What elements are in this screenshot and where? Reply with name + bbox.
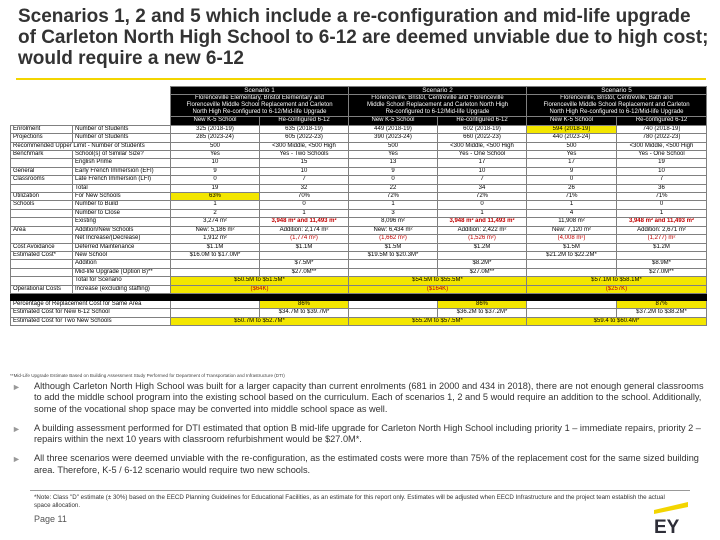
table-row [11,184,707,192]
table-cell: 10 [617,167,707,175]
table-cell: 26 [527,184,617,192]
table-cell: 0 [438,201,527,209]
table-cell: 325 (2018-19) [171,125,260,133]
description-line: Florenceville, Bristol, Centreville and Florenceville [371,95,504,102]
table-row [11,134,707,142]
triangle-right-icon: ► [12,454,21,465]
table-cell: 0 [349,176,438,184]
table-row [11,226,707,234]
table-cell: (1,774 m²) [260,235,349,243]
table-row [11,235,707,243]
table-cell: 3,948 m² and 11,493 m² [617,218,707,226]
table-row [11,260,707,268]
column-header: New K-5 School [171,117,260,125]
table-cell: $27.0M** [260,268,349,276]
table-cell: 34 [438,184,527,192]
table-cell: (4,008 m²) [527,235,617,243]
table-cell: 635 (2018-19) [260,125,349,133]
table-cell: 660 (2022-23) [438,134,527,142]
table-separator [11,293,707,300]
scenario-description [171,95,349,117]
table-row [11,317,707,325]
table-cell: 11,908 m² [527,218,617,226]
table-cell: ($64K) [171,285,349,293]
table-cell: 440 (2023-24) [527,134,617,142]
row-label: Addition/New Schools [73,226,171,234]
table-cell: 605 (2022-23) [260,134,349,142]
table-cell: $1.1M [171,243,260,251]
table-cell: 3,948 m² and 11,493 m² [260,218,349,226]
description-line: Middle School Replacement and Carleton North High [366,102,509,109]
table-cell: 1,912 m² [171,235,260,243]
bullet-item [12,423,712,446]
subheader-row [11,117,707,125]
table-cell: 86% [260,300,349,308]
row-group-label [11,277,73,285]
page-title: Scenarios 1, 2 and 5 which include a re-configuration and mid-life upgrade of Carleton North High School to 6-12 are deemed unviable due to high cost; would require a new 6-12 [18,6,709,69]
row-group-label [11,218,73,226]
table-row [11,176,707,184]
table-cell [527,260,617,268]
table-cell: 9 [349,167,438,175]
table-row [11,159,707,167]
table-cell: 4 [527,209,617,217]
bullet-item [12,453,712,476]
table-row [11,243,707,251]
table-cell: $8.2M* [438,260,527,268]
description-line: North High Re-configured to 6-12/Mid-life Upgrade [192,109,327,116]
table-cell: 740 (2018-19) [617,125,707,133]
row-group-label: Classrooms [11,176,73,184]
table-cell: $54.5M to $55.5M* [349,277,527,285]
table-cell: 87% [617,300,707,308]
table-cell: Yes - Two Schools [260,151,349,159]
scenario-name: Scenario 2 [349,87,527,95]
scenario-description [349,95,527,117]
row-group-label: Benchmark [11,151,73,159]
table-cell: 86% [438,300,527,308]
column-header: Re-configured 6-12 [617,117,707,125]
scenario-header-row [11,87,707,95]
table-cell: $21.2M to $22.2M* [527,251,617,259]
table-cell: New: 6,434 m² [349,226,438,234]
table-row [11,251,707,259]
table-cell: 285 (2023-24) [171,134,260,142]
table-cell [171,300,260,308]
row-label: English Prime [73,159,171,167]
bullet-text: All three scenarios were deemed unviable with the re-configuration, as the estimated costs were more than 75% of the replacement cost for the same sized building area. Therefore, K-5 / 6-12 scenario would require two new schools. [34,453,699,475]
row-label: Number to Build [73,201,171,209]
scenario-description-row [11,95,707,117]
table-cell: 32 [260,184,349,192]
table-row [11,167,707,175]
table-cell: 0 [527,176,617,184]
table-cell: $1.1M [260,243,349,251]
row-group-label [11,209,73,217]
table-cell: 22 [349,184,438,192]
scenario-name: Scenario 1 [171,87,349,95]
table-cell: 7 [438,176,527,184]
table-cell: $1.2M [438,243,527,251]
row-group-label [11,268,73,276]
table-row [11,268,707,276]
table-cell: 10 [260,167,349,175]
scenario-description [527,95,707,117]
table-cell: $55.2M to $57.5M* [349,317,527,325]
row-label: Addition [73,260,171,268]
table-cell: 594 (2018-19) [527,125,617,133]
table-row [11,300,707,308]
table-row [11,193,707,201]
bullet-text: A building assessment performed for DTI estimated that option B mid-life upgrade for Carleton North High School including priority 1 – immediate repairs, priority 2 – repairs within the next 10 years with classroom refurbishment would be $27.0M*. [34,422,701,445]
table-cell: $27.0M** [438,268,527,276]
table-cell: Addition: 2,422 m² [438,226,527,234]
row-group-label: Projections [11,134,73,142]
table-cell: Yes [349,151,438,159]
table-cell: 72% [349,193,438,201]
row-label: Total for Scenario [73,277,171,285]
table-cell: 0 [260,201,349,209]
svg-text:EY: EY [654,517,680,536]
row-group-label: General [11,167,73,175]
table-row [11,201,707,209]
ey-logo [650,500,690,536]
table-cell: 9 [527,167,617,175]
table-cell: $59.4 to $60.4M* [527,317,707,325]
row-group-label [11,184,73,192]
table-cell [438,251,527,259]
table-cell: $36.2M to $37.2M* [438,309,527,317]
table-cell: 8,096 m² [349,218,438,226]
table-cell [171,268,260,276]
table-cell [527,300,617,308]
bullet-text: Although Carleton North High School was built for a larger capacity than current enrolments (681 in 2000 and 434 in 2018), there are not enough general classrooms to add the middle school program into the existing school based on the curriculum. Each of scenarios 1, 2 and 5 would require an addition to the school. Additionally, some of the vocational shop space may be converted into middle school space as well. [34,381,704,414]
table-cell: 2 [171,209,260,217]
triangle-right-icon: ► [12,423,21,434]
row-label: Estimated Cost for Two New Schools [11,317,171,325]
table-cell: 71% [617,193,707,201]
table-cell [260,251,349,259]
row-group-label [11,159,73,167]
table-row [11,309,707,317]
column-header: New K-5 School [527,117,617,125]
table-cell: 10 [171,159,260,167]
description-line: Re-configured to 6-12/Mid-life Upgrade [385,109,490,116]
table-cell: 7 [617,176,707,184]
row-label: Early French Immersion (EFI) [73,167,171,175]
table-cell: $19.5M to $20.3M* [349,251,438,259]
table-cell [349,268,438,276]
description-line: North High Re-configured to 6-12/Mid-life Upgrade [549,109,684,116]
table-row [11,125,707,133]
table-cell: 1 [349,201,438,209]
table-cell: 3,948 m² and 11,493 m² [438,218,527,226]
table-cell: (1,277) m² [617,235,707,243]
table-cell: 71% [527,193,617,201]
row-group-label: Enrolment [11,125,73,133]
table-cell [349,300,438,308]
column-header: Re-configured 6-12 [260,117,349,125]
table-cell: 19 [171,184,260,192]
row-label: Increase (excluding staffing) [73,285,171,293]
table-cell: 0 [617,201,707,209]
table-cell [171,309,260,317]
row-group-label: Operational Costs [11,285,73,293]
table-cell: Yes [527,151,617,159]
table-cell: $37.2M to $38.2M* [617,309,707,317]
table-cell: 500 [171,142,260,150]
table-cell: Yes - One School [617,151,707,159]
table-cell: $27.0M** [617,268,707,276]
table-cell: $34.7M to $39.7M* [260,309,349,317]
row-group-label: Cost Avoidance [11,243,73,251]
row-group-label: Schools [11,201,73,209]
row-label: Net Increase/(Decrease) [73,235,171,243]
table-cell: 1 [527,201,617,209]
table-cell: 449 (2018-19) [349,125,438,133]
table-row [11,277,707,285]
table-cell: $1.5M [527,243,617,251]
bullet-item [12,381,712,415]
table-cell: 1 [438,209,527,217]
row-label: Percentage of Replacement Cost for Same Area [11,300,171,308]
table-cell: 63% [171,193,260,201]
table-cell [617,251,707,259]
table-cell [349,260,438,268]
table-cell: $1.2M [617,243,707,251]
row-label: Existing [73,218,171,226]
table-cell: 72% [438,193,527,201]
row-label: Mid-life Upgrade (Option B)** [73,268,171,276]
row-label: Number to Close [73,209,171,217]
table-row [11,209,707,217]
table-cell: Addition: 2,174 m² [260,226,349,234]
table-cell: New: 7,120 m² [527,226,617,234]
footer-divider [30,490,690,491]
table-row [11,285,707,293]
table-cell: Addition: 2,671 m² [617,226,707,234]
description-line: Florenceville Middle School Replacement and Carleton [186,102,333,109]
table-cell: <300 Middle, <500 High [438,142,527,150]
table-cell: 17 [438,159,527,167]
table-cell: ($257K) [527,285,707,293]
table-cell: (1,526 m²) [438,235,527,243]
scenario-comparison-table [10,86,707,326]
table-cell: $7.5M* [260,260,349,268]
scenario-name: Scenario 5 [527,87,707,95]
table-cell: 36 [617,184,707,192]
row-label: School(s) of Similar Size? [73,151,171,159]
description-line: Florenceville Elementary, Bristol Elementary and [195,95,324,102]
table-cell: ($164K) [349,285,527,293]
table-cell: $57.1M to $58.1M* [527,277,707,285]
table-cell: Yes [171,151,260,159]
row-group-label: Utilization [11,193,73,201]
estimate-note: *Note: Class "D" estimate (± 30%) based on the EECD Planning Guidelines for Educational Facilities, as an estimate for this report only. Estimates will be adjusted when EECD Infrastructure and the project team establish the actual space allocation. [34,494,665,509]
table-cell [527,309,617,317]
table-cell: 0 [171,176,260,184]
row-label: Estimated Cost for New 6-12 School [11,309,171,317]
table-row [11,151,707,159]
table-cell: 70% [260,193,349,201]
table-cell: 13 [349,159,438,167]
table-cell: 3 [349,209,438,217]
table-cell: New: 5,186 m² [171,226,260,234]
table-cell [171,260,260,268]
table-cell: $16.0M to $17.0M* [171,251,260,259]
table-cell: 1 [171,201,260,209]
row-label: Recommended Upper Limit - Number of Students [11,142,171,150]
row-group-label [11,260,73,268]
table-cell [349,309,438,317]
column-header: Re-configured 6-12 [438,117,527,125]
row-label: For New Schools [73,193,171,201]
bullet-list [12,381,712,484]
table-cell: $1.5M [349,243,438,251]
table-cell: 9 [171,167,260,175]
row-label: New School [73,251,171,259]
table-cell: 1 [260,209,349,217]
row-label: Number of Students [73,134,171,142]
row-label: Late French Immersion (LFI) [73,176,171,184]
table-cell: 500 [527,142,617,150]
table-cell: 390 (2023-24) [349,134,438,142]
row-group-label [11,235,73,243]
table-cell: 3,274 m² [171,218,260,226]
row-label: Deferred Maintenance [73,243,171,251]
table-cell [527,268,617,276]
table-cell: $50.5M to $51.5M* [171,277,349,285]
description-line: Florenceville Middle School Replacement and Carleton [543,102,690,109]
table-cell: 780 (2022-23) [617,134,707,142]
row-group-label: Area [11,226,73,234]
description-line: Florenceville, Bristol, Centreville, Bath and [560,95,673,102]
table-cell: 15 [260,159,349,167]
table-cell: 7 [260,176,349,184]
page-number: Page 11 [34,514,67,524]
table-cell: $50.7M to $52.7M* [171,317,349,325]
table-cell: 1 [617,209,707,217]
title-underline [16,78,706,80]
row-group-label: Estimated Cost* [11,251,73,259]
triangle-right-icon: ► [12,382,21,392]
table-cell: 500 [349,142,438,150]
row-label: Total [73,184,171,192]
table-cell: 17 [527,159,617,167]
row-label: Number of Students [73,125,171,133]
table-cell: 19 [617,159,707,167]
table-footnote: **Mid-Life Upgrade Estimate Based on Building Assessment Study Performed for Department of Transportation and Infrastructure (DTI) [10,373,285,378]
table-row [11,218,707,226]
table-cell: (1,662 m²) [349,235,438,243]
column-header: New K-5 School [349,117,438,125]
table-cell: <300 Middle, <500 High [260,142,349,150]
table-cell: <300 Middle, <500 High [617,142,707,150]
table-row [11,142,707,150]
table-cell: 602 (2018-19) [438,125,527,133]
table-cell: Yes - One School [438,151,527,159]
table-cell: $8.9M* [617,260,707,268]
table-cell: 10 [438,167,527,175]
